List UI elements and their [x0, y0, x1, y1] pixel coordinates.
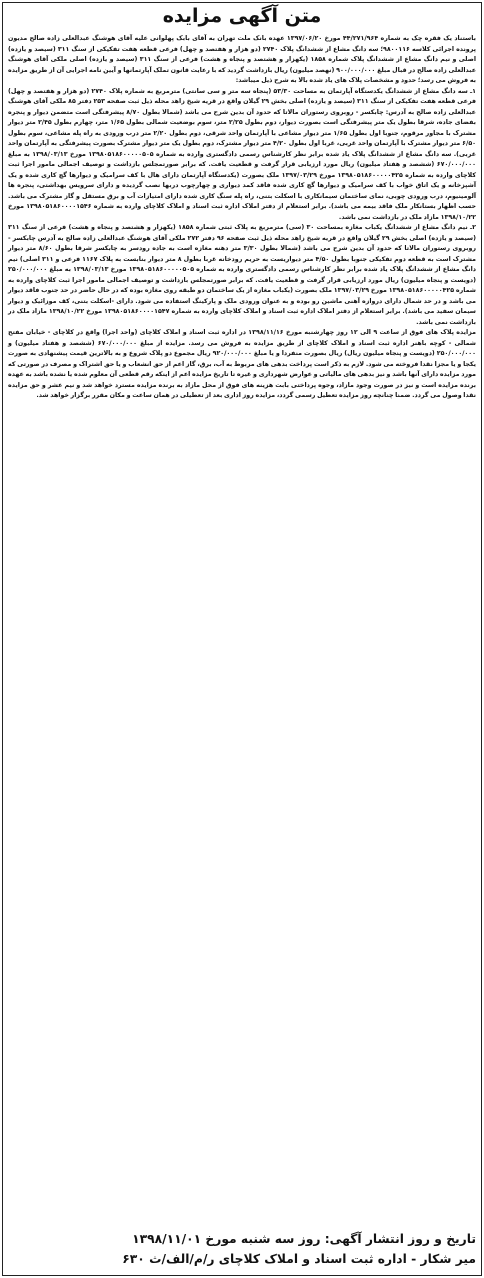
item-2-paragraph: ۲ـ نیم دانگ مشاع از ششدانگ یکباب مغازه بمساحت ۳۰ (سی) مترمربع به پلاک ثبتی شماره ۱۸۵۸ (یکهزار و هشتصد و پنجاه و هشت) فرعی از سنگ ۳۱۱ (سیصد و یازده) اصلی بخش ۲۹ گیلان واقع در قریه شیخ زاهد محله ذیل ثبت صفحه ۹۶ دفتر ۲۷۲ ملکی آقای هوشنگ عبدالعلی زاده صالح به آدرس چابکسر - روبروی رستوران مالاتا که حدود آن بدین شرح می باشد (شمالا بطول ۳/۳۰ متر دهنه مغازه است به جاده رودسر به چابکسر شرقا بطول ۸/۶۰ متر دیوار مشترک است به قطعه دوم تفکیکی جنوبا بطول ۴/۵۰ متر دیواریست به حریم رودخانه غربا بطول ۸ متر دیوار بنابست به پلاک ۱۱۶۷ فرعی و ۳۱۱ اصلی) نیم دانگ مشاع از ششدانگ پلاک یاد شده برابر نظر کارشناس رسمی دادگستری وارده به شماره ۱۳۹۸۰۵۱۸۶۰۰۰۰۰۵۰۵ مورخ ۱۳۹۸/۰۳/۱۳ به مبلغ ۲۵۰/۰۰۰/۰۰۰ (دویست و پنجاه میلیون) ریال مورد ارزیابی قرار گرفت و قطعیت یافت. که برابر صورتمجلس بازداشت و توصیف اجمالی مامور اجرا ثبت کلاچای وارده به شماره ۱۳۹۸۰۵۱۸۶۰۰۰۰۰۴۲۵ مورخ ۱۳۹۷/۰۳/۲۹ ملک بصورت (یکباب مغازه از یک ساختمان دو طبقه روی مغازه بوده که در حال حاضر در حد جنوب فاقد دیوار می باشد و در حد شمال دارای دروازه آهنی ماشین رو بوده و به عنوان ورودی ملک و پارکینگ استفاده می شود. دارای -اسکلت بتنی، کف موزائیک و دیوار سیمان سفید می باشد). برابر استعلام از دفتر املاک اداره ثبت اسناد و املاک کلاچای وارده به شماره ۱۳۹۸۰۵۱۸۶۰۰۰۰۱۵۴۷ مورخ ۱۳۹۸/۱۰/۲۲ مازاد ملک در بازداشت نمی باشد. [8, 224, 476, 326]
issuer-signature: میر شکار - اداره ثبت اسناد و املاک کلاچای ر/م/الف/ث ۶۳۰ [122, 1252, 476, 1267]
ad-body [8, 34, 476, 1272]
publication-date: تاریخ و روز انتشار آگهی: روز سه شنبه مورخ ۱۳۹۸/۱۱/۰۱ [132, 1231, 476, 1246]
auction-terms-paragraph: مزایده پلاک های فوق از ساعت ۹ الی ۱۲ روز چهارشنبه مورخ ۱۳۹۸/۱۱/۱۶ در اداره ثبت اسناد و املاک کلاچای (واحد اجرا) واقع در کلاچای - خیابان مفتح شمالی - کوچه باهنر اداره ثبت اسناد و املاک کلاچای از طریق مزایده به فروش می رسد. مزایده از مبلغ ۶۷۰/۰۰۰/۰۰۰ (ششصد و هفتاد میلیون) و ۲۵۰/۰۰۰/۰۰۰ (دویست و پنجاه میلیون ریال) ریال بصورت منفردا و یا مبلغ ۹۲۰/۰۰۰/۰۰۰ ریال مجموع دو پلاک شروع و به بالاترین قیمت پیشنهادی به صورت یکجا و یا مجزا نقدا فروخته می شود. لازم به ذکر است پرداخت بدهی های مربوط به آب، برق، گاز اعم از حق انشعاب و یا حق اشتراک و مصرف در صورتی که مورد مزایده دارای آنها باشد و نیز بدهی های مالیاتی و عوارض شهرداری و غیره تا تاریخ مزایده اعم از اینکه رقم قطعی آن معلوم شده یا نشده باشد به عهده برنده مزایده است و نیز در صورت وجود مازاد، وجوه پرداختی بابت هزینه های فوق از محل مازاد به برنده مزایده مسترد خواهد شد و نیم عشر و حق مزایده نقدا وصول می گردد. ضمنا چنانچه روز مزایده تعطیل رسمی گردد، مزایده روز اداری بعد از تعطیلی در همان ساعت و مکان مقرر برگزار خواهد شد. [8, 329, 477, 399]
intro-paragraph: باستناد یک فقره چک به شماره ۴۴/۲۷۱/۹۶۴ مورخ ۱۳۹۷/۰۶/۲۰ عهده بانک ملت تهران به آقای بابک پهلوانی علیه آقای هوشنگ عبدالعلی زاده صالح مدیون پرونده اجرائی کلاسه ۹۸۰۰۱۱۶؛ سه دانگ مشاع از ششدانگ پلاک ۲۷۴۰ (دو هزار و هفتصد و چهل) فرعی قطعه هفت تفکیکی از سنگ ۳۱۱ (سیصد و یازده) اصلی و نیم دانگ مشاع از ششدانگ پلاک شماره ۱۸۵۸ (یکهزار و هشتصد و پنجاه و هشت) فرعی از سنگ ۳۱۱ (سیصد و یازده) اصلی ملکی آقای هوشنگ عبدالعلی زاده صالح در قبال مبلغ ۹۰۰/۰۰۰/۰۰۰ (نهصد میلیون) ریال بازداشت گردید که با رعایت قانون تملک آپارتمانها و آیین نامه اجرایی آن از طریق مزایده به فروش می رسد؛ حدود و مشخصات پلاک های یاد شده بالا به شرح ذیل میباشد: [8, 35, 477, 84]
ad-title: متن آگهی مزایده [162, 5, 322, 27]
ad-footer [8, 1229, 476, 1270]
item-1-paragraph: ۱ـ سه دانگ مشاع از ششدانگ یکدستگاه آپارتمان به مساحت ۵۳/۳۰ (پنجاه سه متر و سی سانتی) مترمربع به شماره پلاک ۲۷۴۰ (دو هزار و هفتصد و چهل) فرعی قطعه هفت تفکیکی از سنگ ۳۱۱ (سیصد و یازده) اصلی بخش ۲۹ گیلان واقع در قریه شیخ زاهد محله ذیل ثبت صفحه ۲۵۳ دفتر ۸۵ ملکی آقای هوشنگ عبدالعلی زاده صالح به آدرس: چابکسر - روبروی رستوران مالاتا که حدود آن بدین شرح می باشد (شمالا بطول ۸/۷۰ پیشرفتگی است متضمن دیوار و پنجره بفضای جاده، شرقا بطول یک متر پیشرفتگی است بصورت دیوار، دوم بطول ۲/۲۵ متر، سوم بوضعیت شمالی بطول ۱/۶۵ متر، چهارم بطول ۲/۴۵ متر دیوار مشترک با مجاور مرقوم، جنوبا اول بطول ۱/۶۵ متر دیوار مشاعی با آپارتمان واحد شرقی، دوم بطول ۲/۲۰ متر درب ورودی به راه پله مشاعی، سوم بطول ۶/۵۰ متر دیوار مشترک با آپارتمان واحد غربی، غربا اول بطول ۴/۲۰ متر دیوار مشترک، دوم بطول یک متر دیوار مشترک بصورت پیشرفتگی به آپارتمان واحد غربی). سه دانگ مشاع از ششدانگ پلاک یاد شده برابر نظر کارشناس رسمی دادگستری وارده به شماره ۱۳۹۸۰۵۱۸۶۰۰۰۰۰۵۰۵ مورخ ۱۳۹۸/۰۳/۱۳ به مبلغ ۶۷۰/۰۰۰/۰۰۰ (ششصد و هفتاد میلیون) ریال مورد ارزیابی قرار گرفت و قطعیت یافت. که برابر صورتمجلس بازداشت و توصیف اجمالی مامور اجرا ثبت کلاچای وارده به شماره ۱۳۹۸۰۵۱۸۶۰۰۰۰۰۴۲۵ مورخ ۱۳۹۷/۰۳/۲۹ ملک بصورت (یکدستگاه آپارتمان دارای هال با کف سرامیک و دیوارها گچ کاری شده و یک آشپزخانه و یک اتاق خواب با کف سرامیک و دیوارها گچ کاری شده فاقد کمد دیواری و چهارچوب دربها نصب گردیده و دارای سرویس بهداشتی، پنجره ها آلومینیوم، درب ورودی چوبی، نمای ساختمان سیمانکاری با اسکلت بتنی، راه پله سنگ کاری شده دارای امتیازات آب و برق مستقل و گاز مشترک می باشد. حسب اظهار بستانکار ملک فاقد بیمه می باشد). برابر استعلام از دفتر املاک اداره ثبت اسناد و املاک کلاچای وارده به شماره ۱۳۹۸۰۵۱۸۶۰۰۰۰۱۵۴۶ مورخ ۱۳۹۸/۱۰/۲۲ مازاد ملک در بازداشت نمی باشد. [8, 87, 477, 221]
